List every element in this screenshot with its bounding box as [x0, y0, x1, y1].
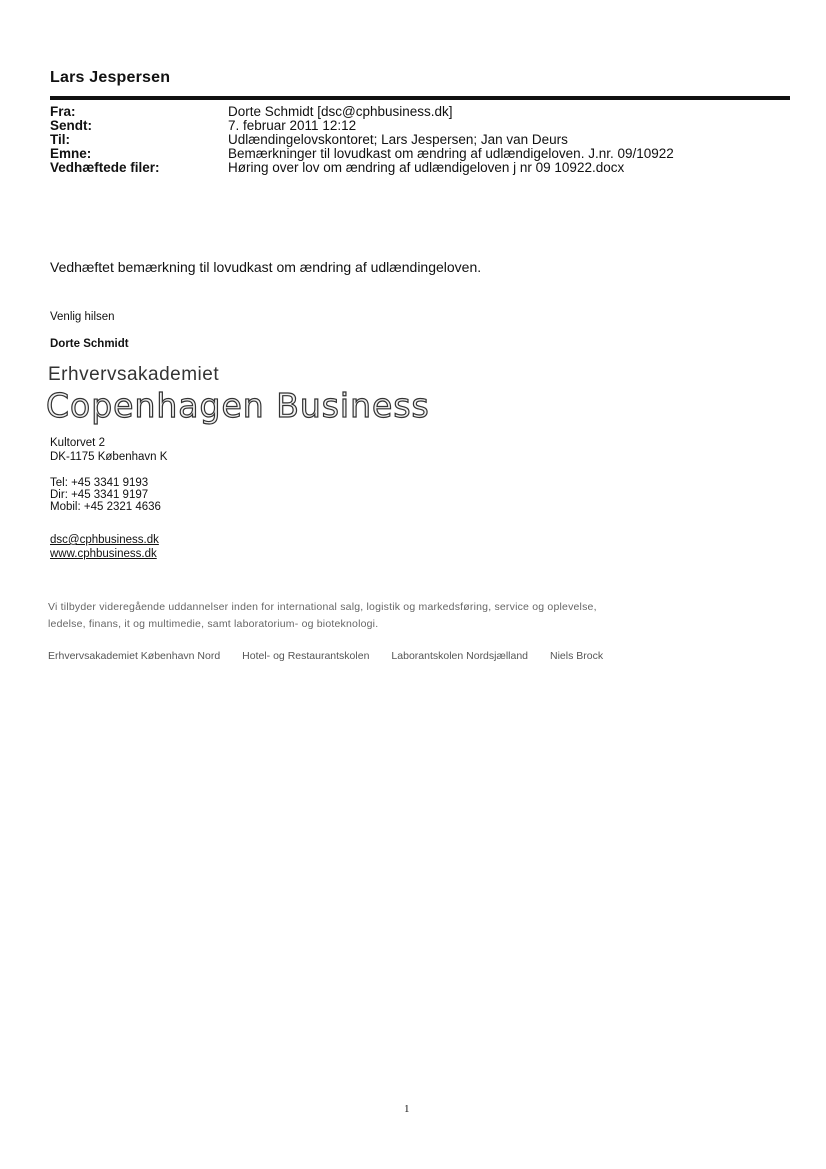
address-city: DK-1175 København K: [50, 451, 168, 463]
school-list: [48, 650, 603, 662]
school-item: Hotel- og Restaurantskolen: [242, 650, 370, 662]
school-item: Erhvervsakademiet København Nord: [48, 650, 221, 662]
email-link[interactable]: dsc@cphbusiness.dk: [50, 534, 159, 546]
address-street: Kultorvet 2: [50, 437, 105, 449]
tel-number: Tel: +45 3341 9193: [50, 477, 149, 489]
mobile-number: Mobil: +45 2321 4636: [50, 501, 161, 513]
logo-line-1: Erhvervsakademiet: [48, 364, 220, 385]
school-item: Niels Brock: [550, 650, 604, 662]
subject-row: [50, 147, 750, 161]
contact-links: [50, 533, 159, 561]
message-body: Vedhæftet bemærkning til lovudkast om ændring af udlændingeloven.: [50, 259, 482, 275]
subject-label: Emne:: [50, 146, 92, 161]
website-link[interactable]: www.cphbusiness.dk: [50, 548, 157, 560]
logo-line-2: Copenhagen Business: [46, 386, 430, 425]
school-item: Laborantskolen Nordsjælland: [391, 650, 529, 662]
tagline-line-2: ledelse, finans, it og multimedie, samt laboratorium- og bioteknologi.: [48, 618, 379, 630]
greeting: Venlig hilsen: [50, 311, 115, 323]
to-label: Til:: [50, 132, 70, 147]
sent-label: Sendt:: [50, 118, 92, 133]
header-rule: [50, 96, 790, 100]
attachments-value: Høring over lov om ændring af udlændigeloven j nr 09 10922.docx: [228, 160, 625, 175]
to-row: [50, 133, 750, 147]
phone-numbers: [50, 477, 161, 513]
dir-number: Dir: +45 3341 9197: [50, 489, 149, 501]
email-owner-name: Lars Jespersen: [50, 69, 171, 86]
page-number: 1: [404, 1103, 410, 1115]
to-value: Udlændingelovskontoret; Lars Jespersen; Jan van Deurs: [228, 132, 568, 147]
from-row: [50, 105, 750, 119]
attachments-row: [50, 161, 750, 175]
email-header-fields: [50, 105, 750, 175]
address: [50, 436, 167, 464]
tagline-line-1: Vi tilbyder videregående uddannelser inden for international salg, logistik og markedsføring, service og oplevelse,: [48, 601, 597, 613]
subject-value: Bemærkninger til lovudkast om ændring af udlændigeloven. J.nr. 09/10922: [228, 146, 674, 161]
attachments-label: Vedhæftede filer:: [50, 160, 160, 175]
tagline: [48, 599, 597, 633]
sent-row: [50, 119, 750, 133]
from-value: Dorte Schmidt [dsc@cphbusiness.dk]: [228, 104, 453, 119]
sender-name: Dorte Schmidt: [50, 338, 129, 350]
sent-value: 7. februar 2011 12:12: [228, 118, 357, 133]
from-label: Fra:: [50, 104, 76, 119]
